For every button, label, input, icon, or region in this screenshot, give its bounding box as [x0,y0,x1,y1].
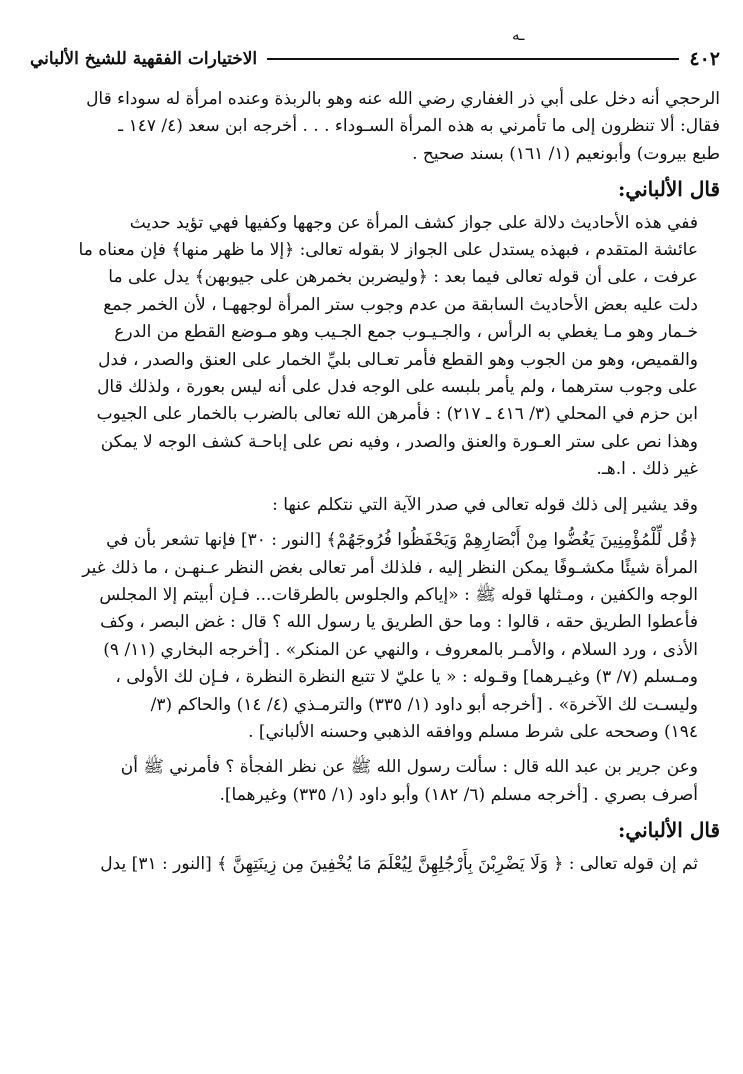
text-line: فقال: ألا تنظرون إلى ما تأمرني به هذه المرأة السـوداء . . . أخرجه ابن سعد (٤/ ١٤٧ ـ [118,116,720,137]
text-line: عرفت ، على أن قوله تعالى فيما بعد : ﴿وليضربن بخمرهن على جيوبهن﴾ يدل على ما [108,267,698,288]
text-line: ﴿قُل لِّلْمُؤْمِنِينَ يَغُضُّوا مِنْ أَبْصَارِهِمْ وَيَحْفَظُوا فُرُوجَهُمْ﴾ [النور : ٣٠] فإنها تشعر بأن في [106,530,698,551]
paragraph [32,527,720,746]
text-line: دلت عليه بعض الأحاديث السابقة من عدم وجوب ستر المرأة لوجههـا ، لأن الخمر جمع [103,294,698,315]
section-heading: قال الألباني: [618,818,720,843]
text-line: ١٩٤) وصححه على شرط مسلم ووافقه الذهبي وحسنه الألباني] . [248,721,698,742]
page-header [30,44,720,74]
text-line: طبع بيروت) وأبونعيم (١/ ١٦١) بسند صحيح . [412,143,720,164]
text-line: أصرف بصري . [أخرجه مسلم (٦/ ١٨٢) وأبو داود (١/ ٣٣٥) وغيرهما]. [219,784,698,805]
text-line: وقد يشير إلى ذلك قوله تعالى في صدر الآية التي نتكلم عنها : [272,494,698,515]
header-rule [267,58,679,60]
page-number: ٤٠٢ [689,48,720,70]
text-line: عائشة المتقدم ، فبهذه يستدل على الجواز لا بقوله تعالى: ﴿إلا ما ظهر منها﴾ فإن معناه ما [78,240,698,261]
section-heading: قال الألباني: [618,177,720,202]
corner-mark: ـه [512,26,525,44]
paragraph [32,86,720,168]
text-line: خـمار وهو مـا يغطي به الرأس ، والجـيـوب جمع الجـيب وهو مـوضع القطع من الدرع [114,322,698,343]
paragraph [32,754,720,809]
text-line: غير ذلك . ا.هـ. [596,459,698,480]
text-line: فأعطوا الطريق حقه ، قالوا : وما حق الطريق يا رسول الله ؟ قال : غض البصر ، وكف [100,612,698,633]
text-line: وليسـت لك الآخرة» . [أخرجه أبو داود (١/ ٣٣٥) والترمـذي (٤/ ١٤) والحاكم (٣/ [150,694,698,715]
text-line: والقميص، وهو من الجوب وهو القطع فأمر تعـالى بليِّ الخمار على العنق والصدر ، فدل [98,349,698,370]
text-line: ففي هذه الأحاديث دلالة على جواز كشف المرأة عن وجهها وكفيها فهي تؤيد حديث [129,212,698,233]
text-line: الرحجي أنه دخل على أبي ذر الغفاري رضي الله عنه وهو بالربذة وعنده امرأة له سوداء قال [86,89,720,109]
text-line: ومـسلم (٧/ ٣) وغيـرهما] وقـوله : « يا عليّ لا تتبع النظرة النظرة ، فـإن لك الأولى ، [115,667,698,688]
paragraph [32,210,720,484]
text-line: ابن حزم في المحلي (٣/ ٤١٦ ـ ٢١٧) : فأمرهن الله تعالى بالضرب بالخمار على الجيوب [96,404,698,425]
text-line: الأذى ، ورد السلام ، والأمـر بالمعروف ، والنهي عن المنكر» . [أخرجه البخاري (١١/ ٩) [103,639,698,660]
running-title: الاختيارات الفقهية للشيخ الألباني [30,49,258,69]
text-line: على وجوب سترهما ، ولم يأمر بلبسه على الوجه فدل على أنه ليس بعورة ، ولذلك قال [97,377,698,398]
text-line: وعن جرير بن عبد الله قال : سألت رسول الله ﷺ عن نظر الفجأة ؟ فأمرني ﷺ أن [120,757,698,778]
paragraph [32,851,720,878]
text-line: المرأة شيئًا مكشـوفًا يمكن النظر إليه ، فلذلك أمر تعالى بغض النظر عـنهـن ، ما ذلك غير [82,557,698,578]
page-body [32,86,720,886]
text-line: الوجه والكفين ، ومـثلها قوله ﷺ : «إياكم والجلوس بالطرقات... فـإن أبيتم إلا المجلس [99,584,698,605]
text-line: وهذا نص على ستر العـورة والعنق والصدر ، وفيه نص على إباحـة كشف الوجه لا يمكن [100,431,698,452]
paragraph [32,492,720,519]
text-line: ثم إن قوله تعالى : ﴿ وَلَا يَضْرِبْنَ بِأَرْجُلِهِنَّ لِيُعْلَمَ مَا يُخْفِينَ مِن زِينَتِهِنَّ ﴾ [النور : ٣١] يدل [100,853,698,874]
